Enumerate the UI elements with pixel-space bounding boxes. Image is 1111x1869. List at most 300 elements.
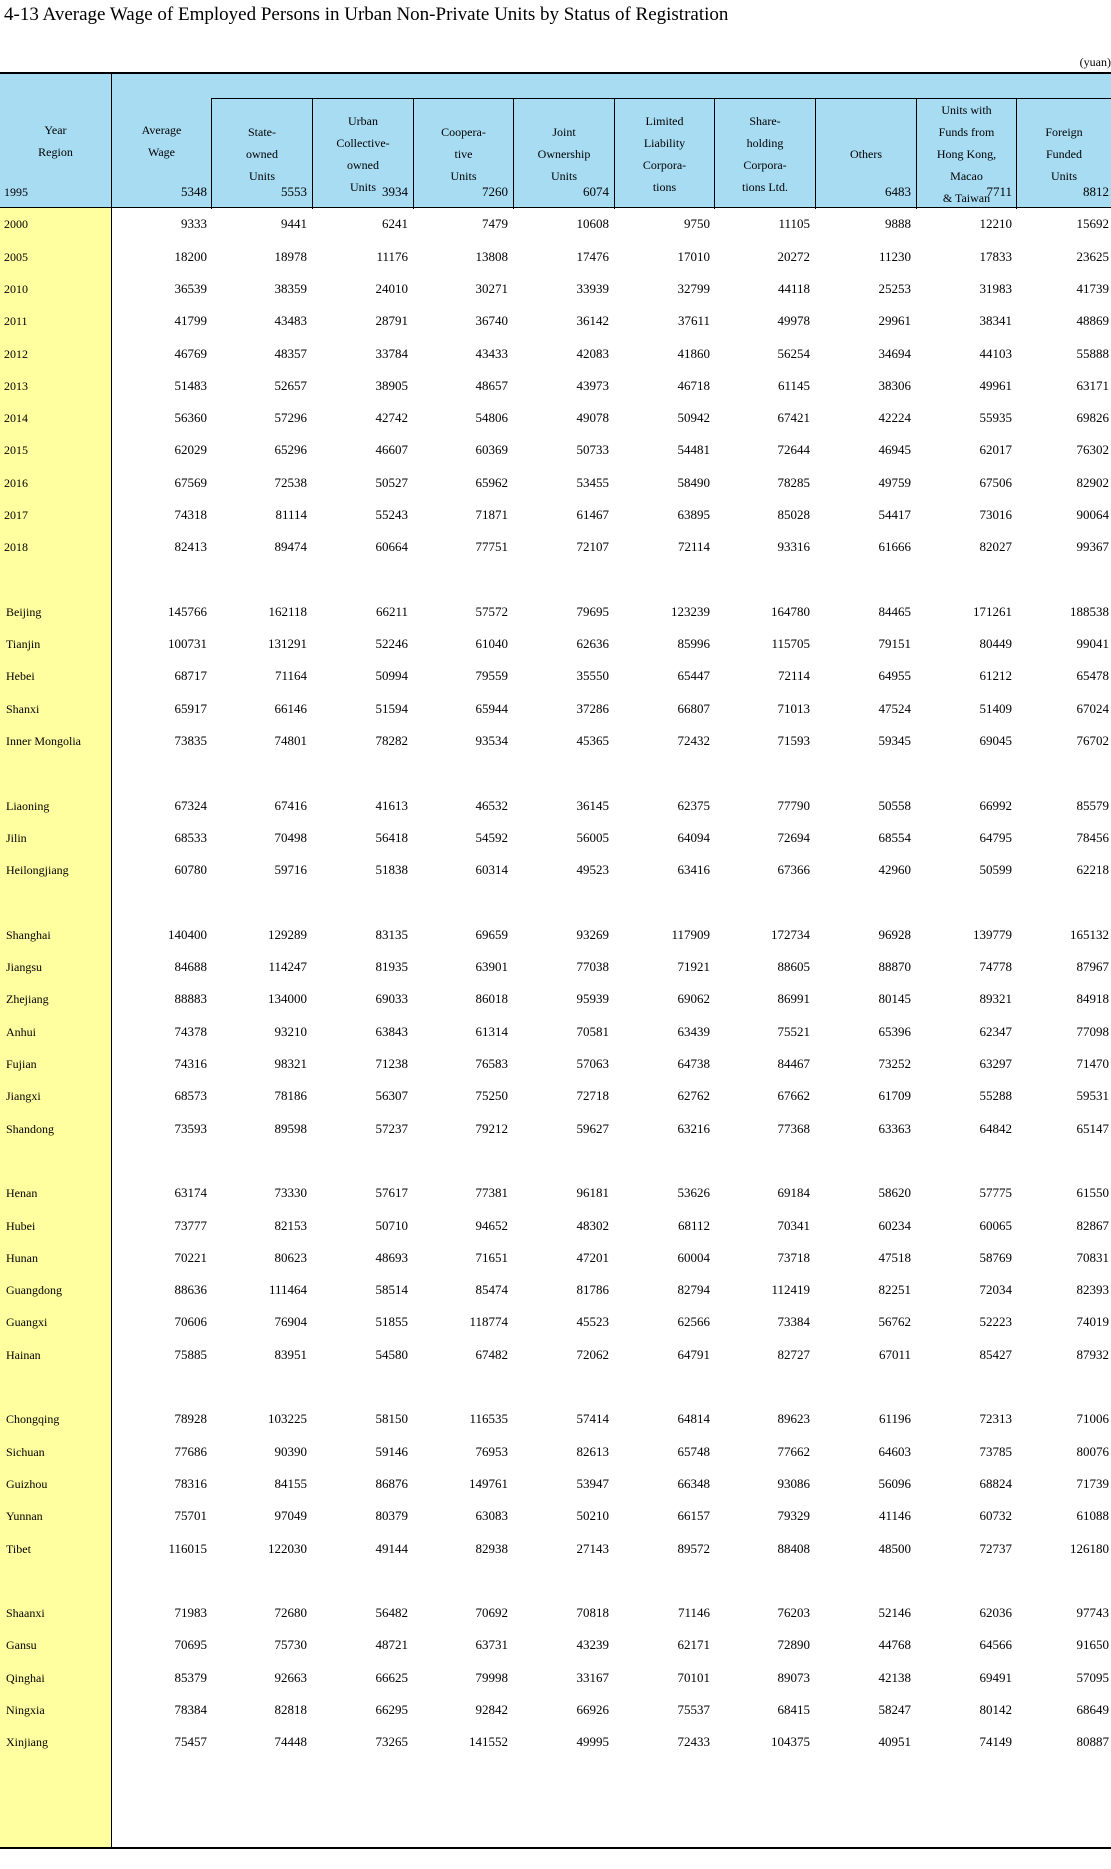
table-row [0,176,1111,208]
cell-value: 72062 [576,1347,609,1362]
table-row [0,790,1111,822]
cell-value: 36539 [174,281,207,296]
cell-value: 93086 [777,1476,810,1491]
cell-value: 76953 [475,1444,508,1459]
cell-value: 69045 [979,733,1012,748]
cell-value: 85474 [475,1282,508,1297]
cell-value: 72432 [677,733,710,748]
cell-value: 42138 [878,1670,911,1685]
table-bottom-rule [0,1847,1111,1849]
cell-value: 61145 [777,378,810,393]
row-label: Hainan [6,1348,41,1362]
cell-value: 71983 [174,1605,207,1620]
cell-value: 67416 [274,798,307,813]
cell-value: 53455 [576,475,609,490]
cell-value: 69491 [979,1670,1012,1685]
cell-value: 5348 [181,184,207,199]
cell-value: 82613 [576,1444,609,1459]
cell-value: 36142 [576,313,609,328]
row-label: 2014 [4,411,28,425]
cell-value: 64791 [677,1347,710,1362]
cell-value: 44768 [878,1637,911,1652]
cell-value: 92842 [475,1702,508,1717]
cell-value: 6241 [382,216,408,231]
row-label: Anhui [6,1025,36,1039]
cell-value: 53626 [677,1185,710,1200]
cell-value: 66625 [375,1670,408,1685]
cell-value: 57617 [375,1185,408,1200]
cell-value: 65147 [1076,1121,1109,1136]
cell-value: 58769 [979,1250,1012,1265]
cell-value: 74801 [274,733,307,748]
row-label: Tibet [6,1542,31,1556]
cell-value: 71651 [475,1250,508,1265]
table-row [0,660,1111,692]
cell-value: 56482 [375,1605,408,1620]
cell-value: 112419 [771,1282,810,1297]
table-row [0,596,1111,628]
cell-value: 65748 [677,1444,710,1459]
cell-value: 96181 [576,1185,609,1200]
row-label: Xinjiang [6,1735,48,1749]
cell-value: 71006 [1076,1411,1109,1426]
cell-value: 66157 [677,1508,710,1523]
cell-value: 96928 [878,927,911,942]
cell-value: 6483 [885,184,911,199]
cell-value: 79212 [475,1121,508,1136]
cell-value: 50733 [576,442,609,457]
cell-value: 66807 [677,701,710,716]
cell-value: 73252 [878,1056,911,1071]
cell-value: 82413 [174,539,207,554]
cell-value: 82153 [274,1218,307,1233]
table-row [0,1726,1111,1758]
row-label: Beijing [6,605,42,619]
cell-value: 78285 [777,475,810,490]
cell-value: 145766 [168,604,207,619]
cell-value: 74316 [174,1056,207,1071]
table-row [0,531,1111,563]
cell-value: 63363 [878,1121,911,1136]
cell-value: 48869 [1076,313,1109,328]
cell-value: 72034 [979,1282,1012,1297]
cell-value: 58247 [878,1702,911,1717]
cell-value: 78316 [174,1476,207,1491]
cell-value: 76702 [1076,733,1109,748]
cell-value: 75730 [274,1637,307,1652]
cell-value: 11230 [878,249,911,264]
cell-value: 15692 [1076,216,1109,231]
cell-value: 114247 [268,959,307,974]
cell-value: 70101 [677,1670,710,1685]
cell-value: 56254 [777,346,810,361]
cell-value: 65962 [475,475,508,490]
cell-value: 90064 [1076,507,1109,522]
cell-value: 72107 [576,539,609,554]
row-label: 2012 [4,347,28,361]
table-row [0,1210,1111,1242]
cell-value: 41860 [677,346,710,361]
cell-value: 50599 [979,862,1012,877]
cell-value: 79695 [576,604,609,619]
cell-value: 84467 [777,1056,810,1071]
row-label: Henan [6,1186,38,1200]
cell-value: 172734 [771,927,810,942]
cell-value: 59627 [576,1121,609,1136]
cell-value: 20272 [777,249,810,264]
cell-value: 60314 [475,862,508,877]
table-row [0,338,1111,370]
cell-value: 68824 [979,1476,1012,1491]
table-row [0,241,1111,273]
row-label: Ningxia [6,1703,45,1717]
row-label: Tianjin [6,637,41,651]
cell-value: 9750 [684,216,710,231]
cell-value: 68649 [1076,1702,1109,1717]
table-row [0,499,1111,531]
cell-value: 7479 [482,216,508,231]
row-label: Guangdong [6,1283,62,1297]
header-col-5: Share- holding Corpora- tions Ltd. [714,98,815,209]
cell-value: 95939 [576,991,609,1006]
cell-value: 70606 [174,1314,207,1329]
cell-value: 61088 [1076,1508,1109,1523]
cell-value: 71146 [677,1605,710,1620]
row-label: 2018 [4,540,28,554]
cell-value: 40951 [878,1734,911,1749]
cell-value: 89572 [677,1541,710,1556]
cell-value: 51483 [174,378,207,393]
cell-value: 60369 [475,442,508,457]
table-row [0,208,1111,240]
cell-value: 41146 [878,1508,911,1523]
cell-value: 33784 [375,346,408,361]
cell-value: 91650 [1076,1637,1109,1652]
cell-value: 58150 [375,1411,408,1426]
cell-value: 66146 [274,701,307,716]
table-row [0,1500,1111,1532]
cell-value: 67482 [475,1347,508,1362]
table-row [0,919,1111,951]
cell-value: 117909 [671,927,710,942]
row-label: 2011 [4,314,28,328]
cell-value: 42960 [878,862,911,877]
cell-value: 27143 [576,1541,609,1556]
cell-value: 35550 [576,668,609,683]
cell-value: 162118 [268,604,307,619]
cell-value: 74149 [979,1734,1012,1749]
cell-value: 46945 [878,442,911,457]
cell-value: 118774 [469,1314,508,1329]
cell-value: 63297 [979,1056,1012,1071]
cell-value: 10608 [576,216,609,231]
cell-value: 38359 [274,281,307,296]
cell-value: 62171 [677,1637,710,1652]
cell-value: 73785 [979,1444,1012,1459]
cell-value: 72114 [677,539,710,554]
cell-value: 61709 [878,1088,911,1103]
cell-value: 85427 [979,1347,1012,1362]
cell-value: 84155 [274,1476,307,1491]
cell-value: 64814 [677,1411,710,1426]
page-title: 4-13 Average Wage of Employed Persons in Urban Non-Private Units by Status of Registration [4,4,729,25]
row-label: 2013 [4,379,28,393]
row-label: Shanxi [6,702,40,716]
cell-value: 58514 [375,1282,408,1297]
cell-value: 66926 [576,1702,609,1717]
header-col-8: Foreign Funded Units [1016,98,1111,209]
cell-value: 41739 [1076,281,1109,296]
cell-value: 55935 [979,410,1012,425]
cell-value: 64603 [878,1444,911,1459]
cell-value: 61666 [878,539,911,554]
cell-value: 83951 [274,1347,307,1362]
cell-value: 67662 [777,1088,810,1103]
table-row [0,983,1111,1015]
cell-value: 89321 [979,991,1012,1006]
cell-value: 61314 [475,1024,508,1039]
table-row [0,1339,1111,1371]
cell-value: 141552 [469,1734,508,1749]
header-col-7: Units with Funds from Hong Kong, Macao & Taiwan [916,98,1016,209]
row-label: Zhejiang [6,992,49,1006]
table-row [0,725,1111,757]
cell-value: 67011 [878,1347,911,1362]
cell-value: 126180 [1070,1541,1109,1556]
cell-value: 52223 [979,1314,1012,1329]
cell-value: 76904 [274,1314,307,1329]
cell-value: 188538 [1070,604,1109,619]
cell-value: 33167 [576,1670,609,1685]
cell-value: 48657 [475,378,508,393]
cell-value: 85996 [677,636,710,651]
cell-value: 88883 [174,991,207,1006]
table-row [0,1468,1111,1500]
cell-value: 57414 [576,1411,609,1426]
table-row [0,1080,1111,1112]
cell-value: 68717 [174,668,207,683]
cell-value: 83135 [375,927,408,942]
cell-value: 73016 [979,507,1012,522]
row-label: 2016 [4,476,28,490]
cell-value: 48302 [576,1218,609,1233]
row-label: Inner Mongolia [6,734,81,748]
cell-value: 80449 [979,636,1012,651]
cell-value: 104375 [771,1734,810,1749]
cell-value: 45365 [576,733,609,748]
cell-value: 75701 [174,1508,207,1523]
row-label: Shandong [6,1122,54,1136]
cell-value: 80142 [979,1702,1012,1717]
cell-value: 71871 [475,507,508,522]
cell-value: 85379 [174,1670,207,1685]
cell-value: 48500 [878,1541,911,1556]
cell-value: 68415 [777,1702,810,1717]
cell-value: 49961 [979,378,1012,393]
table-row [0,402,1111,434]
cell-value: 93534 [475,733,508,748]
cell-value: 64795 [979,830,1012,845]
cell-value: 77038 [576,959,609,974]
cell-value: 34694 [878,346,911,361]
cell-value: 54592 [475,830,508,845]
cell-value: 80887 [1076,1734,1109,1749]
cell-value: 71739 [1076,1476,1109,1491]
cell-value: 69826 [1076,410,1109,425]
table-row [0,822,1111,854]
cell-value: 51409 [979,701,1012,716]
cell-value: 56360 [174,410,207,425]
cell-value: 62017 [979,442,1012,457]
cell-value: 18978 [274,249,307,264]
cell-value: 79329 [777,1508,810,1523]
cell-value: 80076 [1076,1444,1109,1459]
cell-value: 61040 [475,636,508,651]
cell-value: 70498 [274,830,307,845]
table-row [0,1533,1111,1565]
cell-value: 60065 [979,1218,1012,1233]
table-row [0,1436,1111,1468]
cell-value: 50994 [375,668,408,683]
cell-value: 47201 [576,1250,609,1265]
cell-value: 49523 [576,862,609,877]
cell-value: 62762 [677,1088,710,1103]
cell-value: 63731 [475,1637,508,1652]
cell-value: 7260 [482,184,508,199]
table-row [0,1597,1111,1629]
cell-value: 47524 [878,701,911,716]
cell-value: 52657 [274,378,307,393]
cell-value: 38905 [375,378,408,393]
cell-value: 62347 [979,1024,1012,1039]
cell-value: 75537 [677,1702,710,1717]
cell-value: 42083 [576,346,609,361]
cell-value: 70831 [1076,1250,1109,1265]
row-label: Jiangxi [6,1089,41,1103]
row-label: Fujian [6,1057,37,1071]
cell-value: 62636 [576,636,609,651]
header-col-3: Joint Ownership Units [513,98,614,209]
cell-value: 62566 [677,1314,710,1329]
cell-value: 36740 [475,313,508,328]
cell-value: 100731 [168,636,207,651]
cell-value: 82818 [274,1702,307,1717]
cell-value: 66295 [375,1702,408,1717]
cell-value: 56418 [375,830,408,845]
cell-value: 56005 [576,830,609,845]
row-label: Jilin [6,831,27,845]
cell-value: 73384 [777,1314,810,1329]
cell-value: 76302 [1076,442,1109,457]
cell-value: 18200 [174,249,207,264]
cell-value: 77751 [475,539,508,554]
table-row [0,370,1111,402]
cell-value: 82938 [475,1541,508,1556]
table-row [0,467,1111,499]
table-row [0,1113,1111,1145]
cell-value: 3934 [382,184,408,199]
cell-value: 31983 [979,281,1012,296]
cell-value: 24010 [375,281,408,296]
cell-value: 94652 [475,1218,508,1233]
header-col-0: State- owned Units [211,98,312,209]
cell-value: 73718 [777,1250,810,1265]
cell-value: 33939 [576,281,609,296]
cell-value: 60732 [979,1508,1012,1523]
cell-value: 68573 [174,1088,207,1103]
cell-value: 140400 [168,927,207,942]
cell-value: 11176 [376,249,408,264]
row-label: 2015 [4,443,28,457]
cell-value: 29961 [878,313,911,328]
cell-value: 69659 [475,927,508,942]
cell-value: 12210 [979,216,1012,231]
cell-value: 25253 [878,281,911,296]
cell-value: 17476 [576,249,609,264]
cell-value: 38306 [878,378,911,393]
cell-value: 79998 [475,1670,508,1685]
cell-value: 51855 [375,1314,408,1329]
cell-value: 66992 [979,798,1012,813]
cell-value: 48357 [274,346,307,361]
cell-value: 56307 [375,1088,408,1103]
cell-value: 78456 [1076,830,1109,845]
cell-value: 60664 [375,539,408,554]
data-table [0,72,1111,1849]
cell-value: 80379 [375,1508,408,1523]
cell-value: 99367 [1076,539,1109,554]
cell-value: 62036 [979,1605,1012,1620]
cell-value: 89623 [777,1411,810,1426]
table-row [0,434,1111,466]
cell-value: 82027 [979,539,1012,554]
cell-value: 56762 [878,1314,911,1329]
cell-value: 75250 [475,1088,508,1103]
cell-value: 55288 [979,1088,1012,1103]
cell-value: 67506 [979,475,1012,490]
cell-value: 59716 [274,862,307,877]
cell-value: 63174 [174,1185,207,1200]
cell-value: 70221 [174,1250,207,1265]
cell-value: 81114 [275,507,307,522]
cell-value: 67024 [1076,701,1109,716]
cell-value: 71470 [1076,1056,1109,1071]
cell-value: 42742 [375,410,408,425]
cell-value: 72538 [274,475,307,490]
cell-value: 69062 [677,991,710,1006]
cell-value: 93316 [777,539,810,554]
cell-value: 59345 [878,733,911,748]
cell-value: 93269 [576,927,609,942]
cell-value: 66348 [677,1476,710,1491]
cell-value: 82727 [777,1347,810,1362]
cell-value: 66211 [375,604,408,619]
row-label: Liaoning [6,799,50,813]
cell-value: 82794 [677,1282,710,1297]
cell-value: 73593 [174,1121,207,1136]
cell-value: 69033 [375,991,408,1006]
cell-value: 78928 [174,1411,207,1426]
table-row [0,693,1111,725]
row-label: Sichuan [6,1445,45,1459]
row-label: Guizhou [6,1477,48,1491]
cell-value: 72114 [777,668,810,683]
cell-value: 89598 [274,1121,307,1136]
cell-value: 89474 [274,539,307,554]
cell-value: 70695 [174,1637,207,1652]
table-row [0,305,1111,337]
cell-value: 30271 [475,281,508,296]
